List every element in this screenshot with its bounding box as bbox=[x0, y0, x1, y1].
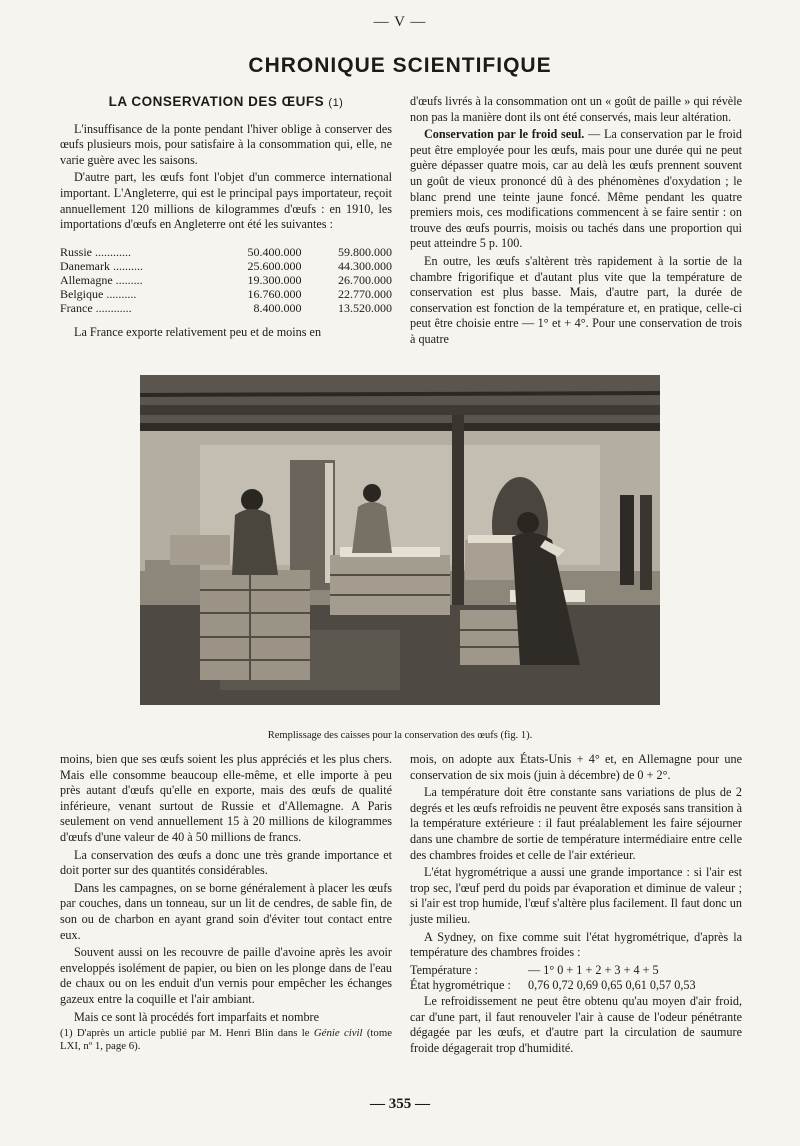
paragraph-right-3: En outre, les œufs s'altèrent très rapidement à la sortie de la chambre frigorifique et d'autant plus vite que la température de conservation est plus basse. Mais, d'autre part, la durée de conservation est fonction de la température et, en pratique, celle-ci peut être choisie entre — 1° et + 4°. Pour une conservation de trois à quatre bbox=[410, 253, 742, 346]
paragraph-right-bottom-4: A Sydney, on fixe comme suit l'état hygrométrique, d'après la température des chambres froides : bbox=[410, 929, 742, 960]
paragraph-left-bottom-3: Dans les campagnes, on se borne généralement à placer les œufs par couches, dans un tonneau, sur un lit de cendres, de sable fin, de son ou de charbon en ayant grand soin d'éviter tout contact entre eux. bbox=[60, 880, 392, 942]
paragraph-left-bottom-4: Souvent aussi on les recouvre de paille d'avoine après les avoir enveloppés isolément de papier, ou bien on les plonge dans de l'eau de chaux ou on les enduit d'un vernis pour empêcher les échanges gazeux entre la coquille et l'air ambiant. bbox=[60, 945, 392, 1006]
page-number: — 355 — bbox=[370, 1096, 430, 1112]
imports-table-row bbox=[60, 245, 392, 259]
paragraph-right-bottom-3: L'état hygrométrique a aussi une grande importance : si l'air est trop sec, l'œuf perd du poids par évaporation et diminue de valeur ; si l'air est trop humide, l'œuf s'altère plus facilement. Il faut donc un juste milieu. bbox=[410, 865, 742, 926]
imports-value-2: 59.800.000 bbox=[338, 244, 392, 259]
cold-section-text: — La conservation par le froid peut être employée pour les œufs, mais pour une durée qui ne peut guère dépasser quatre mois, car au delà les œufs prennent souvent un goût de vieux prononcé dû à des phénomènes d'oxydation ; le blanc prend une teinte jaune foncé. Même pendant les quatre premiers mois, ces modifications commencent à se faire sentir : on trouve des œufs pourris, moisis ou tachés dans une proportion qui peut atteindre 5 p. 100. bbox=[410, 127, 742, 251]
paragraph-right-bottom-1: mois, on adopte aux États-Unis + 4° et, en Allemagne pour une conservation de six mois (juin à décembre) de 0 + 2°. bbox=[410, 752, 742, 782]
imports-value-2: 22.770.000 bbox=[338, 286, 392, 301]
figure-caption: Remplissage des caisses pour la conservation des œufs (fig. 1). bbox=[267, 730, 533, 741]
paragraph-right-bottom-5: Le refroidissement ne peut être obtenu qu'au moyen d'air froid, car d'une part, il faut renouveler l'air à cause de l'odeur pénétrante dégagée par les œufs, et d'autre part la circulation de saumure froide dégagerait trop d'humidité. bbox=[410, 993, 742, 1055]
imports-value-2: 44.300.000 bbox=[338, 258, 392, 273]
hygrometry-values: 0,76 0,72 0,69 0,65 0,61 0,57 0,53 bbox=[528, 978, 696, 993]
imports-country: Russie ............ bbox=[60, 244, 132, 259]
footnote-tail: (tome LXI, nº 1, page 6). bbox=[60, 1027, 393, 1053]
article-title-text: LA CONSERVATION DES ŒUFS bbox=[108, 94, 325, 109]
paragraph-left-bottom-2: La conservation des œufs a donc une très grande importance et doit porter sur des quantités considérables. bbox=[60, 847, 392, 878]
temperature-label: Température : bbox=[410, 962, 478, 977]
paragraph-intro-2: D'autre part, les œufs font l'objet d'un commerce international important. L'Angleterre, qui est le principal pays importateur, reçoit annuellement 120 millions de kilogrammes d'œufs : en 1910, les importations d'œufs en Angleterre ont été les suivantes : bbox=[60, 170, 392, 232]
hygrometry-row bbox=[410, 978, 742, 994]
imports-table bbox=[60, 245, 392, 315]
imports-country: Allemagne ......... bbox=[60, 272, 143, 287]
imports-country: France ............ bbox=[60, 300, 132, 315]
left-column-bottom bbox=[60, 752, 392, 1055]
imports-value-2: 13.520.000 bbox=[338, 300, 392, 315]
page-header-roman: — V — bbox=[373, 14, 427, 30]
temperature-values: — 1° 0 + 1 + 2 + 3 + 4 + 5 bbox=[528, 962, 659, 977]
paragraph-cold bbox=[410, 127, 742, 252]
paragraph-intro-1: L'insuffisance de la ponte pendant l'hiver oblige à conserver des œufs plusieurs mois, pour satisfaire à la consommation qui, elle, ne varie guère avec les saisons. bbox=[60, 121, 392, 167]
paragraph-right-1: d'œufs livrés à la consommation ont un « goût de paille » qui révèle non pas la manière dont ils ont été conservés, mais leur altération. bbox=[410, 94, 742, 124]
temperature-row bbox=[410, 963, 742, 979]
photo-egg-crates bbox=[140, 375, 660, 705]
imports-value-1: 19.300.000 bbox=[247, 272, 302, 287]
imports-value-1: 25.600.000 bbox=[247, 258, 302, 273]
imports-table-row bbox=[60, 273, 392, 287]
footnote-text: (1) D'après un article publié par M. Henri Blin dans le bbox=[60, 1027, 310, 1040]
paragraph-left-bottom-1: moins, bien que ses œufs soient les plus appréciés et les plus chers. Mais elle consomme beaucoup elle-même, et elle importe à peu près autant d'œufs qu'elle en exporte, mais des œufs de qualité inférieure, venant surtout de Russie et d'Allemagne. A Paris seulement on vend annuellement 15 à 20 millions de kilogrammes d'œufs d'une valeur de 40 à 50 millions de francs. bbox=[60, 752, 392, 844]
right-column-top bbox=[410, 94, 742, 350]
imports-table-row bbox=[60, 287, 392, 301]
imports-value-2: 26.700.000 bbox=[338, 272, 392, 287]
cold-section-lead: Conservation par le froid seul. bbox=[424, 127, 585, 142]
article-title bbox=[60, 94, 392, 112]
imports-value-1: 16.760.000 bbox=[247, 286, 302, 301]
left-column-top bbox=[60, 94, 392, 342]
imports-table-row bbox=[60, 259, 392, 273]
right-column-bottom bbox=[410, 752, 742, 1058]
imports-country: Belgique .......... bbox=[60, 286, 137, 301]
paragraph-left-bottom-5: Mais ce sont là procédés fort imparfaits et nombre bbox=[74, 1009, 320, 1024]
footnote bbox=[60, 1027, 392, 1053]
imports-value-1: 8.400.000 bbox=[253, 300, 302, 315]
footnote-reference: (1) bbox=[328, 97, 344, 109]
imports-value-1: 50.400.000 bbox=[247, 244, 302, 259]
paragraph-intro-3: La France exporte relativement peu et de moins en bbox=[74, 324, 322, 339]
imports-country: Danemark .......... bbox=[60, 258, 143, 273]
footnote-journal: Génie civil bbox=[313, 1027, 363, 1040]
imports-table-row bbox=[60, 301, 392, 315]
hygrometry-label: État hygrométrique : bbox=[410, 978, 511, 993]
paragraph-right-bottom-2: La température doit être constante sans variations de plus de 2 degrés et les œufs refroidis ne peuvent être exposés sans transition à la température extérieure : il faut préalablement les faire séjourner dans une chambre de sortie de température intermédiaire entre celle des chambres froides et celle de l'air extérieur. bbox=[410, 785, 743, 862]
page-title: CHRONIQUE SCIENTIFIQUE bbox=[248, 54, 552, 77]
photo-illustration bbox=[140, 375, 660, 705]
